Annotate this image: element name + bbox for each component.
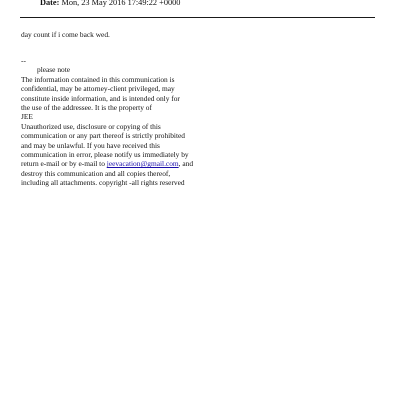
disclaimer-line: communication or any part thereof is strictly prohibited — [21, 131, 185, 141]
disclaimer-line: communication in error, please notify us immediately by — [21, 150, 189, 160]
disclaimer-line: The information contained in this communication is — [21, 74, 175, 84]
date-label: Date: — [40, 0, 60, 7]
please-note-label: please note — [37, 65, 71, 75]
notify-prefix: return e-mail or by e-mail to — [21, 159, 107, 169]
disclaimer-line: confidential, may be attorney-client privileged, may — [21, 84, 175, 94]
header-divider — [20, 17, 375, 18]
date-value: Mon, 23 May 2016 17:49:22 +0000 — [61, 0, 181, 7]
disclaimer-line: including all attachments. copyright -all rights reserved — [21, 178, 185, 188]
disclaimer-line: the use of the addressee. It is the property of — [21, 103, 152, 113]
signature-block — [21, 56, 321, 188]
disclaimer-line: destroy this communication and all copies thereof, — [21, 168, 171, 178]
disclaimer-line: JEE — [21, 112, 33, 122]
notify-suffix: , and — [178, 159, 194, 169]
disclaimer-line: Unauthorized use, disclosure or copying of this — [21, 121, 161, 131]
disclaimer-line: and may be unlawful. If you have received this — [21, 140, 160, 150]
email-link[interactable]: jeevacation@gmail.com — [106, 159, 179, 169]
disclaimer-notify-line — [21, 159, 321, 168]
message-body: day count if i come back wed. — [21, 30, 110, 39]
signature-separator: -- — [21, 56, 26, 65]
disclaimer-line: constitute inside information, and is intended only for — [21, 93, 180, 103]
email-date-header — [40, 0, 180, 8]
